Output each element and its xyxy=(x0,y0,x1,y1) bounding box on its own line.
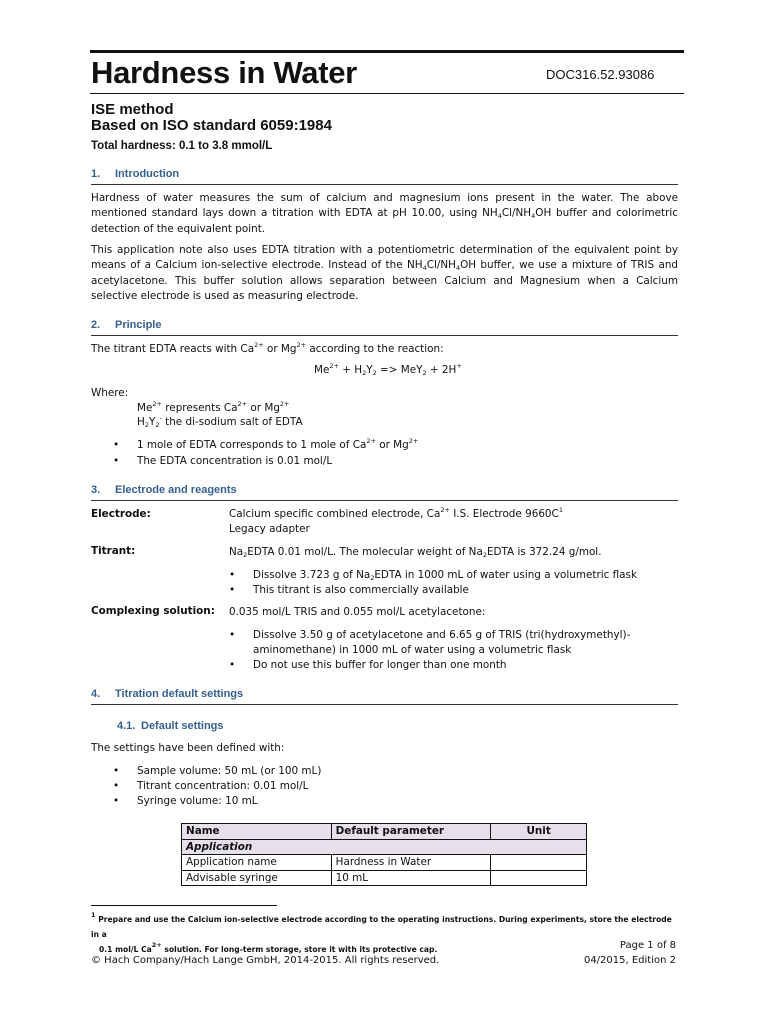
header-bottom-rule xyxy=(90,93,684,94)
standard-subtitle: Based on ISO standard 6059:1984 xyxy=(91,117,332,134)
intro-paragraph-2: This application note also uses EDTA titration with a potentiometric determination of the equivalent point by means of a Calcium ion-selective electrode. Instead of the $NH_4Cl/NH_4OH$ buffer, we use a mixture of TRIS and acetylacetone. This buffer solution allows separation between Calcium and Magnesium when a Calcium selective electrode is used as measuring electrode. xyxy=(91,244,679,303)
principle-reaction-intro: The titrant EDTA reacts with $Ca^{2+}$ or $Mg^{2+}$ according to the reaction: xyxy=(91,341,444,355)
titrant-value: $Na_2EDTA$ 0.01 mol/L. The molecular weight of $Na_2EDTA$ is 372.24 g/mol. xyxy=(229,546,602,559)
table-row xyxy=(182,855,587,871)
electrode-adapter: Legacy adapter xyxy=(229,523,310,535)
footnote-line-1: $^1$ Prepare and use the Calcium ion-selective electrode according to the operating instructions. During experiments, store the electrode in a xyxy=(91,911,672,939)
where-definition-me: $Me^{2+}$ represents $Ca^{2+}$ or $Mg^{2+}$ xyxy=(137,400,290,414)
list-item: • This titrant is also commercially available xyxy=(229,584,469,596)
header-top-rule xyxy=(90,50,684,53)
list-item: • Titrant concentration: 0.01 mol/L xyxy=(113,780,309,792)
footnote xyxy=(91,912,681,957)
section-heading-principle: 2. Principle xyxy=(91,319,162,331)
table-cell: Hardness in Water xyxy=(331,855,491,871)
where-definition-h2y2: $H_2Y_2^-$ the di-sodium salt of EDTA xyxy=(137,414,303,429)
document-title: Hardness in Water xyxy=(91,55,357,90)
list-item: • Dissolve 3.50 g of acetylacetone and 6.65 g of TRIS (tri(hydroxymethyl)- aminomethane) in 1000 mL of water using a volumetric flask xyxy=(229,629,631,656)
table-cell xyxy=(491,855,587,871)
copyright: © Hach Company/Hach Lange GmbH, 2014-2015. All rights reserved. xyxy=(91,955,440,966)
complexing-solution-value: 0.035 mol/L TRIS and 0.055 mol/L acetylacetone: xyxy=(229,606,486,618)
subsection-heading-default-settings: 4.1. Default settings xyxy=(117,720,224,732)
complexing-solution-label: Complexing solution: xyxy=(91,605,215,617)
section-heading-introduction: 1. Introduction xyxy=(91,168,180,180)
section-heading-titration-settings: 4. Titration default settings xyxy=(91,688,244,700)
column-header-default-parameter: Default parameter xyxy=(331,824,491,840)
where-label: Where: xyxy=(91,387,129,399)
method-subtitle: ISE method xyxy=(91,101,174,118)
settings-intro: The settings have been defined with: xyxy=(91,742,285,754)
edition: 04/2015, Edition 2 xyxy=(583,955,676,966)
measurement-range: Total hardness: 0.1 to 3.8 mmol/L xyxy=(91,140,273,152)
list-item: • The EDTA concentration is 0.01 mol/L xyxy=(113,455,333,467)
footnote-ref: 1 xyxy=(558,506,563,514)
footnote-line-2: 0.1 mol/L $Ca^{2+}$ solution. For long-term storage, store it with its protective cap. xyxy=(99,941,438,954)
table-row xyxy=(182,870,587,886)
electrode-value: Calcium specific combined electrode, $Ca^{2+}$ I.S. Electrode $9660C^1$ xyxy=(229,506,563,520)
section-rule xyxy=(91,500,678,501)
table-cell xyxy=(491,870,587,886)
default-parameters-table xyxy=(181,823,587,886)
group-label-application: Application xyxy=(182,839,587,855)
list-item: • Do not use this buffer for longer than one month xyxy=(229,659,507,671)
table-group-row xyxy=(182,839,587,855)
section-rule xyxy=(91,184,678,185)
table-header-row xyxy=(182,824,587,840)
list-item: • Dissolve 3.723 g of $Na_2EDTA$ in 1000 mL of water using a volumetric flask xyxy=(229,569,637,582)
section-heading-electrode-reagents: 3. Electrode and reagents xyxy=(91,484,237,496)
table-cell: Application name xyxy=(182,855,332,871)
intro-paragraph-1: Hardness of water measures the sum of calcium and magnesium ions present in the water. The above mentioned standard lays down a titration with EDTA at pH 10.00, using $NH_4Cl/NH_4OH$ buffer and colorimetric detection of the equivalent point. xyxy=(91,192,679,235)
table-cell: 10 mL xyxy=(331,870,491,886)
footnote-separator xyxy=(91,905,277,906)
section-rule xyxy=(91,704,678,705)
reaction-equation: $Me^{2+} + H_2Y_2 => MeY_2 + 2H^+$ xyxy=(314,362,462,377)
electrode-label: Electrode: xyxy=(91,508,151,520)
list-item: • 1 mole of EDTA corresponds to 1 mole of $Ca^{2+}$ or $Mg^{2+}$ xyxy=(113,437,419,451)
list-item: • Syringe volume: 10 mL xyxy=(113,795,258,807)
table-cell: Advisable syringe xyxy=(182,870,332,886)
document-id: DOC316.52.93086 xyxy=(546,67,655,82)
page-number: Page 1 of 8 xyxy=(619,940,676,951)
section-rule xyxy=(91,335,678,336)
column-header-name: Name xyxy=(182,824,332,840)
titrant-label: Titrant: xyxy=(91,545,136,557)
column-header-unit: Unit xyxy=(491,824,587,840)
list-item: • Sample volume: 50 mL (or 100 mL) xyxy=(113,765,322,777)
